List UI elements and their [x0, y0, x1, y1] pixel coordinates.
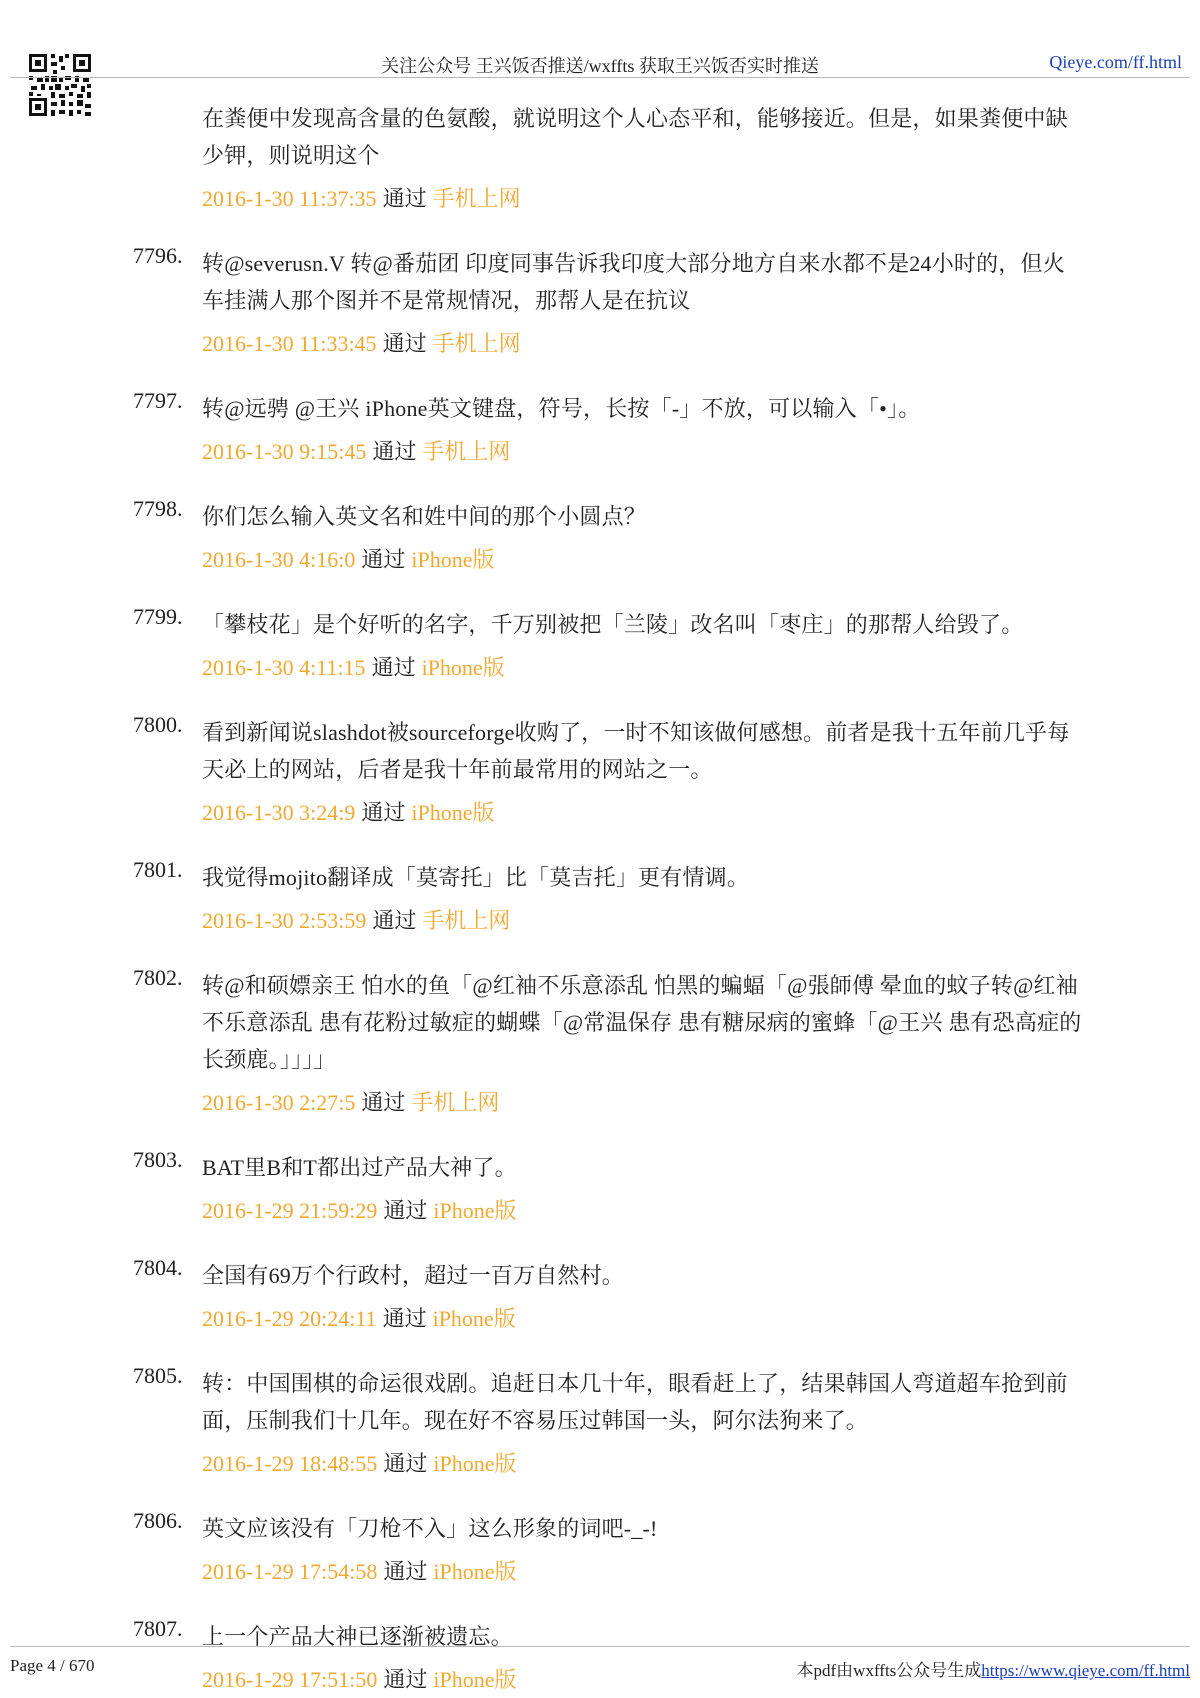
post-list	[0, 100, 1200, 1698]
list-item	[0, 859, 1082, 939]
post-date: 2016-1-29 17:54:58	[202, 1559, 378, 1584]
post-via: 通过	[361, 800, 406, 825]
post-number: 7800.	[133, 712, 183, 737]
post-text: 看到新闻说slashdot被sourceforge收购了，一时不知该做何感想。前者是我十五年前几乎每天必上的网站，后者是我十年前最常用的网站之一。	[202, 720, 1070, 782]
footer-generated-text: 本pdf由wxffts公众号生成	[796, 1661, 982, 1680]
post-date: 2016-1-30 3:24:9	[202, 800, 356, 825]
post-text: BAT里B和T都出过产品大神了。	[202, 1155, 517, 1180]
list-item	[0, 714, 1082, 831]
list-item	[0, 245, 1082, 362]
post-meta	[202, 1300, 1082, 1337]
post-number: 7796.	[133, 243, 183, 268]
post-date: 2016-1-30 2:27:5	[202, 1090, 356, 1115]
post-meta	[202, 1084, 1082, 1121]
post-number: 7803.	[133, 1147, 183, 1172]
list-item	[0, 967, 1082, 1121]
post-date: 2016-1-30 11:33:45	[202, 331, 377, 356]
post-text: 转@远骋 @王兴 iPhone英文键盘，符号，长按「-」不放，可以输入「•」。	[202, 396, 921, 421]
post-via: 通过	[382, 186, 427, 211]
post-via: 通过	[383, 1667, 428, 1692]
post-source: 手机上网	[422, 908, 511, 933]
post-date: 2016-1-30 9:15:45	[202, 439, 367, 464]
header-title: 关注公众号 王兴饭否推送/wxffts 获取王兴饭否实时推送	[381, 56, 819, 76]
post-text: 「攀枝花」是个好听的名字，千万别被把「兰陵」改名叫「枣庄」的那帮人给毁了。	[202, 612, 1024, 637]
post-via: 通过	[361, 547, 406, 572]
post-source: iPhone版	[411, 800, 495, 825]
post-number: 7801.	[133, 857, 183, 882]
post-date: 2016-1-30 2:53:59	[202, 908, 367, 933]
post-text: 全国有69万个行政村，超过一百万自然村。	[202, 1263, 625, 1288]
post-meta	[202, 1192, 1082, 1229]
footer-divider	[10, 1646, 1190, 1647]
list-item-continued	[0, 100, 1082, 217]
post-number: 7804.	[133, 1255, 183, 1280]
post-meta	[202, 541, 1082, 578]
post-meta	[202, 433, 1082, 470]
post-number: 7807.	[133, 1616, 183, 1641]
post-text: 转：中国围棋的命运很戏剧。追赶日本几十年，眼看赶上了，结果韩国人弯道超车抢到前面，压制我们十几年。现在好不容易压过韩国一头，阿尔法狗来了。	[202, 1371, 1068, 1433]
post-source: 手机上网	[432, 186, 521, 211]
post-text: 英文应该没有「刀枪不入」这么形象的词吧-_-!	[202, 1516, 658, 1541]
footer-url-link[interactable]: https://www.qieye.com/ff.html	[981, 1661, 1190, 1680]
post-meta	[202, 794, 1082, 831]
post-date: 2016-1-29 17:51:50	[202, 1667, 378, 1692]
post-via: 通过	[371, 655, 416, 680]
post-via: 通过	[382, 1306, 427, 1331]
post-text: 在粪便中发现高含量的色氨酸，就说明这个人心态平和，能够接近。但是，如果粪便中缺少钾，则说明这个	[202, 106, 1068, 168]
post-number: 7798.	[133, 496, 183, 521]
post-number: 7802.	[133, 965, 183, 990]
post-text: 我觉得mojito翻译成「莫寄托」比「莫吉托」更有情调。	[202, 865, 750, 890]
post-text: 你们怎么输入英文名和姓中间的那个小圆点？	[202, 504, 647, 529]
list-item	[0, 606, 1082, 686]
post-meta	[202, 649, 1082, 686]
post-date: 2016-1-30 11:37:35	[202, 186, 377, 211]
post-number: 7797.	[133, 388, 183, 413]
post-number: 7805.	[133, 1363, 183, 1388]
post-text: 上一个产品大神已逐渐被遗忘。	[202, 1624, 513, 1649]
post-via: 通过	[361, 1090, 406, 1115]
page-number: Page 4 / 670	[10, 1656, 95, 1675]
post-source: iPhone版	[433, 1667, 517, 1692]
list-item	[0, 1365, 1082, 1482]
post-via: 通过	[383, 1198, 428, 1223]
post-via: 通过	[372, 908, 417, 933]
header-divider	[10, 77, 1190, 78]
header-link[interactable]: Qieye.com/ff.html	[1049, 52, 1182, 72]
post-via: 通过	[372, 439, 417, 464]
list-item	[0, 1257, 1082, 1337]
post-source: iPhone版	[433, 1198, 517, 1223]
post-text: 转@severusn.V 转@番茄团 印度同事告诉我印度大部分地方自来水都不是24小时的，但火车挂满人那个图并不是常规情况，那帮人是在抗议	[202, 251, 1065, 313]
post-date: 2016-1-30 4:16:0	[202, 547, 356, 572]
post-date: 2016-1-30 4:11:15	[202, 655, 366, 680]
post-number: 7806.	[133, 1508, 183, 1533]
list-item	[0, 390, 1082, 470]
post-number: 7799.	[133, 604, 183, 629]
post-via: 通过	[383, 1559, 428, 1584]
post-source: iPhone版	[421, 655, 505, 680]
post-source: iPhone版	[411, 547, 495, 572]
footer-credit	[797, 1656, 1191, 1681]
post-source: 手机上网	[411, 1090, 500, 1115]
post-meta	[202, 902, 1082, 939]
post-text: 转@和硕嫖亲王 怕水的鱼「@红袖不乐意添乱 怕黑的蝙蝠「@張師傅 晕血的蚊子转@红袖不乐意添乱 患有花粉过敏症的蝴蝶「@常温保存 患有糖尿病的蜜蜂「@王兴 患有恐高症的长颈鹿。」」」」	[202, 973, 1082, 1072]
post-meta	[202, 1553, 1082, 1590]
post-meta	[202, 325, 1082, 362]
post-meta	[202, 180, 1082, 217]
post-via: 通过	[382, 331, 427, 356]
post-source: iPhone版	[433, 1451, 517, 1476]
post-via: 通过	[383, 1451, 428, 1476]
post-date: 2016-1-29 21:59:29	[202, 1198, 378, 1223]
list-item	[0, 498, 1082, 578]
post-source: 手机上网	[432, 331, 521, 356]
post-source: 手机上网	[422, 439, 511, 464]
post-source: iPhone版	[433, 1559, 517, 1584]
list-item	[0, 1149, 1082, 1229]
post-date: 2016-1-29 18:48:55	[202, 1451, 378, 1476]
post-meta	[202, 1445, 1082, 1482]
post-source: iPhone版	[432, 1306, 516, 1331]
list-item	[0, 1510, 1082, 1590]
post-date: 2016-1-29 20:24:11	[202, 1306, 377, 1331]
